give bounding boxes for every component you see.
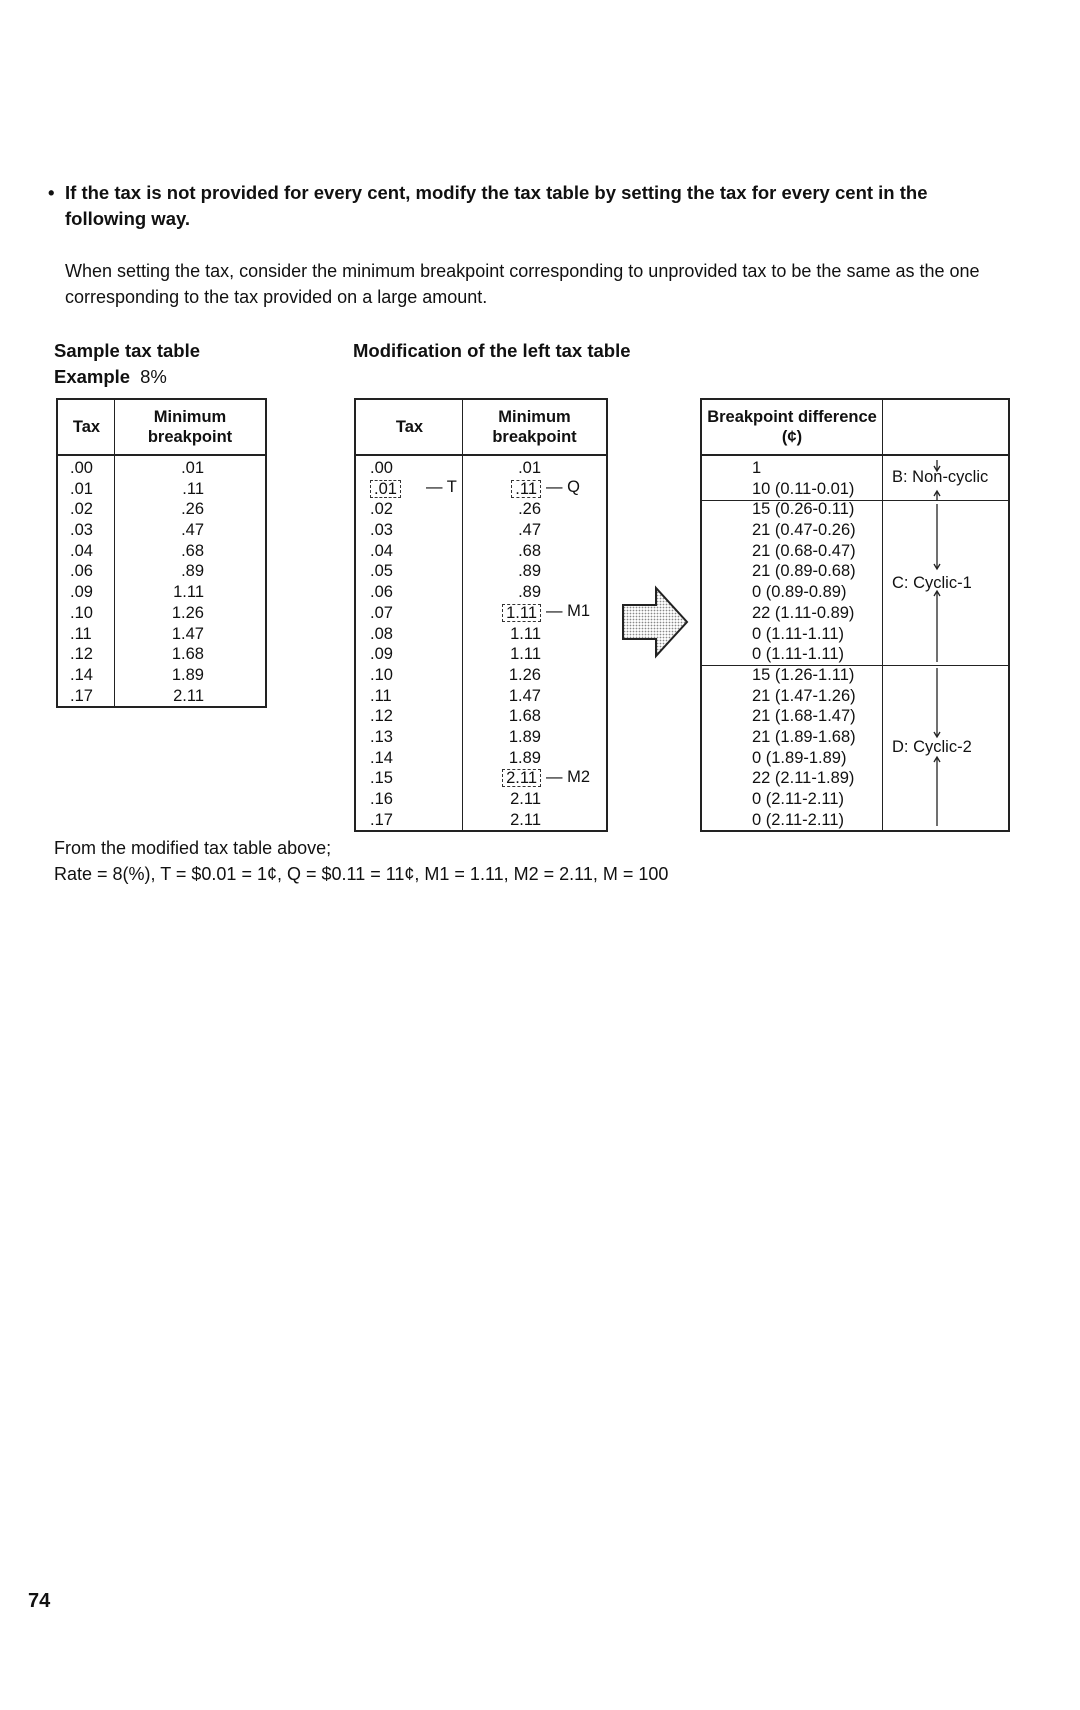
modified-tax-cell-value: .15 <box>370 769 393 788</box>
sample-tax-cell-value: .17 <box>70 686 93 705</box>
modified-min-cell-value: 2.11 <box>510 790 541 808</box>
sample-tax-cell-value: .06 <box>70 562 93 581</box>
sample-min-cell-value: .01 <box>181 459 204 477</box>
diff-value-cell <box>752 479 856 500</box>
sample-min-cell-value: .26 <box>181 500 204 519</box>
footer-values: Rate = 8(%), T = $0.01 = 1¢, Q = $0.11 = 11¢, M1 = 1.11, M2 = 2.11, M = 100 <box>54 864 669 884</box>
diff-value-cell <box>752 644 856 665</box>
modified-min-cell <box>489 748 541 769</box>
modified-min-cell-value: .89 <box>518 562 541 581</box>
sample-min-cell-value: 1.11 <box>173 583 204 602</box>
sample-tax-cell-value: .12 <box>70 645 93 664</box>
modified-min-cell-value: .47 <box>518 521 541 540</box>
modified-min-cell <box>489 665 541 686</box>
modified-min-cell <box>489 499 541 520</box>
diff-value-cell-value: 0 (1.11-1.11) <box>752 624 845 643</box>
diff-col-header: Breakpoint difference (¢) <box>707 408 877 446</box>
sample-col-min: Minimum breakpoint <box>147 408 233 446</box>
intro-heading: If the tax is not provided for every cent, modify the tax table by setting the tax for every cent in the following way. <box>65 182 928 229</box>
footer-intro: From the modified tax table above; <box>54 838 332 858</box>
modified-tax-cell-value: .11 <box>370 686 392 705</box>
sample-tax-cell <box>70 582 93 603</box>
bullet-glyph: • <box>48 182 55 203</box>
modified-tax-cell <box>370 727 401 748</box>
modified-tax-cell <box>370 665 401 686</box>
breakpoint-difference-table <box>700 398 1010 832</box>
modified-tax-cell-value: .06 <box>370 583 393 602</box>
diff-value-cell-value: 0 (2.11-2.11) <box>752 790 845 808</box>
modified-table-header <box>356 400 606 456</box>
sample-tax-cell <box>70 686 93 707</box>
diff-value-cell <box>752 768 856 789</box>
diff-value-cell <box>752 541 856 562</box>
modified-min-cell <box>489 686 541 707</box>
intro-bullet-text <box>48 180 1008 232</box>
sample-tax-cell-value: .11 <box>70 624 92 643</box>
diff-value-cell-value: 21 (1.47-1.26) <box>752 686 856 705</box>
diff-value-cell-value: 1 <box>752 459 762 477</box>
modified-min-cell-value: 1.26 <box>508 665 541 684</box>
modified-min-cell <box>489 541 541 562</box>
sample-tax-cell <box>70 624 93 645</box>
marker-q-label: — Q <box>546 478 580 496</box>
modified-min-cell <box>489 603 541 624</box>
sample-tax-cell-value: .04 <box>70 541 93 560</box>
modified-min-cell <box>489 727 541 748</box>
modified-min-cell-value: 1.47 <box>508 686 541 705</box>
modified-col-tax: Tax <box>395 418 424 436</box>
modified-tax-cell <box>370 748 401 769</box>
diff-value-cell-value: 0 (1.11-1.11) <box>752 645 845 664</box>
diff-value-cell-value: 21 (1.89-1.68) <box>752 727 856 746</box>
sample-min-cell <box>144 479 204 500</box>
group-b-label: B: Non-cyclic <box>892 468 989 486</box>
sample-col-divider <box>114 400 115 706</box>
sample-min-cell <box>144 499 204 520</box>
sample-tax-cell <box>70 665 93 686</box>
modified-tax-cell <box>370 582 401 603</box>
diff-value-cell <box>752 499 856 520</box>
page-number: 74 <box>28 1590 51 1612</box>
sample-tax-cell <box>70 458 93 479</box>
modified-tax-table <box>354 398 608 832</box>
sample-tax-cell-value: .02 <box>70 500 93 519</box>
modified-min-cell-value: 2.11 <box>502 769 541 787</box>
diff-value-cell <box>752 603 856 624</box>
sample-min-cell-value: 1.47 <box>171 624 204 643</box>
sample-min-cell <box>144 520 204 541</box>
diff-value-cell-value: 15 (1.26-1.11) <box>752 665 855 684</box>
sample-min-cell-value: .47 <box>181 521 204 540</box>
modified-tax-cell-value: .00 <box>370 459 393 477</box>
marker-m2-label: — M2 <box>546 768 591 786</box>
modified-tax-cell <box>370 520 401 541</box>
diff-value-cell-value: 21 (0.89-0.68) <box>752 562 856 581</box>
modified-min-cell-value: 1.11 <box>510 624 541 643</box>
sample-tax-cell <box>70 479 93 500</box>
sample-tax-cell <box>70 561 93 582</box>
diff-value-cell <box>752 561 856 582</box>
modified-tax-cell-value: .03 <box>370 521 393 540</box>
diff-value-cell <box>752 789 856 810</box>
modified-tax-cell-value: .13 <box>370 727 393 746</box>
modified-min-cell <box>489 789 541 810</box>
diff-value-cell <box>752 458 856 479</box>
sample-table-header <box>58 400 265 456</box>
modified-min-cell-value: .11 <box>511 480 541 498</box>
sample-tax-cell <box>70 520 93 541</box>
intro-paragraph: When setting the tax, consider the minimum breakpoint corresponding to unprovided tax to be the same as the one corresponding to the tax provided on a large amount. <box>65 261 980 307</box>
diff-value-cell <box>752 748 856 769</box>
sample-min-cell-value: 2.11 <box>173 686 204 705</box>
modified-tax-cell-value: .09 <box>370 645 393 664</box>
modified-table-title: Modification of the left tax table <box>353 340 631 361</box>
modified-tax-cell <box>370 479 401 500</box>
modified-tax-cell <box>370 789 401 810</box>
sample-min-cell-value: 1.26 <box>171 603 204 622</box>
modified-tax-cell-value: .07 <box>370 603 393 622</box>
diff-value-cell <box>752 810 856 831</box>
modified-col-min: Minimum breakpoint <box>492 408 577 446</box>
modified-tax-cell <box>370 499 401 520</box>
modified-min-cell <box>489 706 541 727</box>
modified-min-cell <box>489 644 541 665</box>
modified-tax-cell-value: .14 <box>370 748 393 767</box>
sample-tax-cell-value: .03 <box>70 521 93 540</box>
sample-min-cell <box>144 582 204 603</box>
modified-min-cell <box>489 768 541 789</box>
sample-min-cell <box>144 541 204 562</box>
modified-min-cell <box>489 624 541 645</box>
modified-min-cell <box>489 582 541 603</box>
sample-min-column <box>144 458 204 706</box>
sample-min-cell-value: 1.89 <box>171 665 204 684</box>
modified-tax-cell-value: .04 <box>370 541 393 560</box>
modified-min-cell-value: 1.89 <box>508 727 541 746</box>
sample-tax-cell <box>70 644 93 665</box>
modified-tax-cell-value: .16 <box>370 790 393 808</box>
sample-tax-cell-value: .09 <box>70 583 93 602</box>
modified-min-cell <box>489 561 541 582</box>
diff-value-cell-value: 21 (0.47-0.26) <box>752 521 856 540</box>
modified-tax-cell-value: .12 <box>370 707 393 726</box>
diff-value-cell <box>752 665 856 686</box>
modified-tax-cell-value: .08 <box>370 624 393 643</box>
sample-tax-cell-value: .14 <box>70 665 93 684</box>
modified-min-cell-value: 2.11 <box>510 810 541 829</box>
sample-tax-table <box>56 398 267 708</box>
sample-tax-column <box>70 458 93 706</box>
modified-tax-cell <box>370 810 401 831</box>
modified-tax-cell <box>370 603 401 624</box>
sample-tax-cell-value: .00 <box>70 459 93 477</box>
sample-tax-cell <box>70 499 93 520</box>
example-line <box>54 366 167 388</box>
sample-min-cell <box>144 644 204 665</box>
diff-value-cell <box>752 686 856 707</box>
modified-tax-cell <box>370 624 401 645</box>
modified-tax-cell-value: .17 <box>370 810 393 829</box>
diff-value-cell-value: 22 (2.11-1.89) <box>752 769 855 788</box>
modified-tax-cell-value: .02 <box>370 500 393 519</box>
sample-table-title: Sample tax table <box>54 340 201 361</box>
modified-min-cell-value: 1.89 <box>508 748 541 767</box>
transform-arrow-icon <box>620 585 690 659</box>
sample-min-cell-value: 1.68 <box>171 645 204 664</box>
modified-min-cell-value: .26 <box>518 500 541 519</box>
modified-min-cell-value: 1.11 <box>502 604 541 622</box>
sample-min-cell-value: .89 <box>181 562 204 581</box>
sample-min-cell <box>144 686 204 707</box>
diff-value-cell-value: 21 (0.68-0.47) <box>752 541 856 560</box>
group-d-label: D: Cyclic-2 <box>892 738 972 756</box>
diff-value-cell-value: 10 (0.11-0.01) <box>752 479 855 498</box>
sample-min-cell <box>144 603 204 624</box>
group-separator-c-d <box>702 665 1008 666</box>
diff-value-cell-value: 15 (0.26-0.11) <box>752 500 855 519</box>
modified-tax-cell-value: .05 <box>370 562 393 581</box>
modified-min-cell <box>489 810 541 831</box>
diff-value-cell-value: 22 (1.11-0.89) <box>752 603 855 622</box>
sample-min-cell <box>144 624 204 645</box>
diff-values-column <box>752 458 856 830</box>
group-c-label: C: Cyclic-1 <box>892 574 972 592</box>
diff-value-cell <box>752 582 856 603</box>
sample-tax-cell <box>70 541 93 562</box>
diff-value-cell-value: 0 (0.89-0.89) <box>752 583 847 602</box>
marker-m1-label: — M1 <box>546 602 591 620</box>
modified-tax-cell <box>370 706 401 727</box>
modified-tax-cell <box>370 561 401 582</box>
diff-value-cell-value: 0 (1.89-1.89) <box>752 748 847 767</box>
modified-tax-cell <box>370 458 401 479</box>
diff-value-cell <box>752 706 856 727</box>
modified-min-cell <box>489 520 541 541</box>
modified-tax-column <box>370 458 401 830</box>
sample-min-cell <box>144 561 204 582</box>
modified-min-cell <box>489 458 541 479</box>
modified-tax-cell <box>370 644 401 665</box>
marker-t-label: — T <box>426 478 457 496</box>
sample-min-cell <box>144 665 204 686</box>
example-value: 8% <box>140 366 167 387</box>
modified-tax-cell-value: .01 <box>370 480 401 498</box>
group-range-arrows-icon <box>922 456 952 828</box>
diff-value-cell <box>752 520 856 541</box>
sample-tax-cell-value: .01 <box>70 479 93 498</box>
modified-tax-cell <box>370 686 401 707</box>
sample-min-cell <box>144 458 204 479</box>
diff-table-header <box>702 400 1008 456</box>
modified-col-divider <box>462 400 463 830</box>
modified-tax-cell-value: .10 <box>370 665 393 684</box>
sample-col-tax: Tax <box>72 418 101 436</box>
modified-tax-cell <box>370 541 401 562</box>
diff-col-divider <box>882 400 883 830</box>
sample-tax-cell-value: .10 <box>70 603 93 622</box>
modified-min-cell-value: 1.11 <box>510 645 541 664</box>
modified-min-cell-value: 1.68 <box>508 707 541 726</box>
modified-min-cell-value: .89 <box>518 583 541 602</box>
diff-value-cell-value: 21 (1.68-1.47) <box>752 707 856 726</box>
modified-min-column <box>489 458 541 830</box>
modified-tax-cell <box>370 768 401 789</box>
diff-value-cell <box>752 727 856 748</box>
group-separator-b-c <box>702 500 1008 501</box>
modified-min-cell <box>489 479 541 500</box>
modified-min-cell-value: .68 <box>518 541 541 560</box>
sample-min-cell-value: .68 <box>181 541 204 560</box>
example-label: Example <box>54 366 131 387</box>
sample-tax-cell <box>70 603 93 624</box>
diff-value-cell <box>752 624 856 645</box>
sample-min-cell-value: .11 <box>182 479 204 498</box>
modified-min-cell-value: .01 <box>518 459 541 477</box>
diff-value-cell-value: 0 (2.11-2.11) <box>752 810 845 829</box>
